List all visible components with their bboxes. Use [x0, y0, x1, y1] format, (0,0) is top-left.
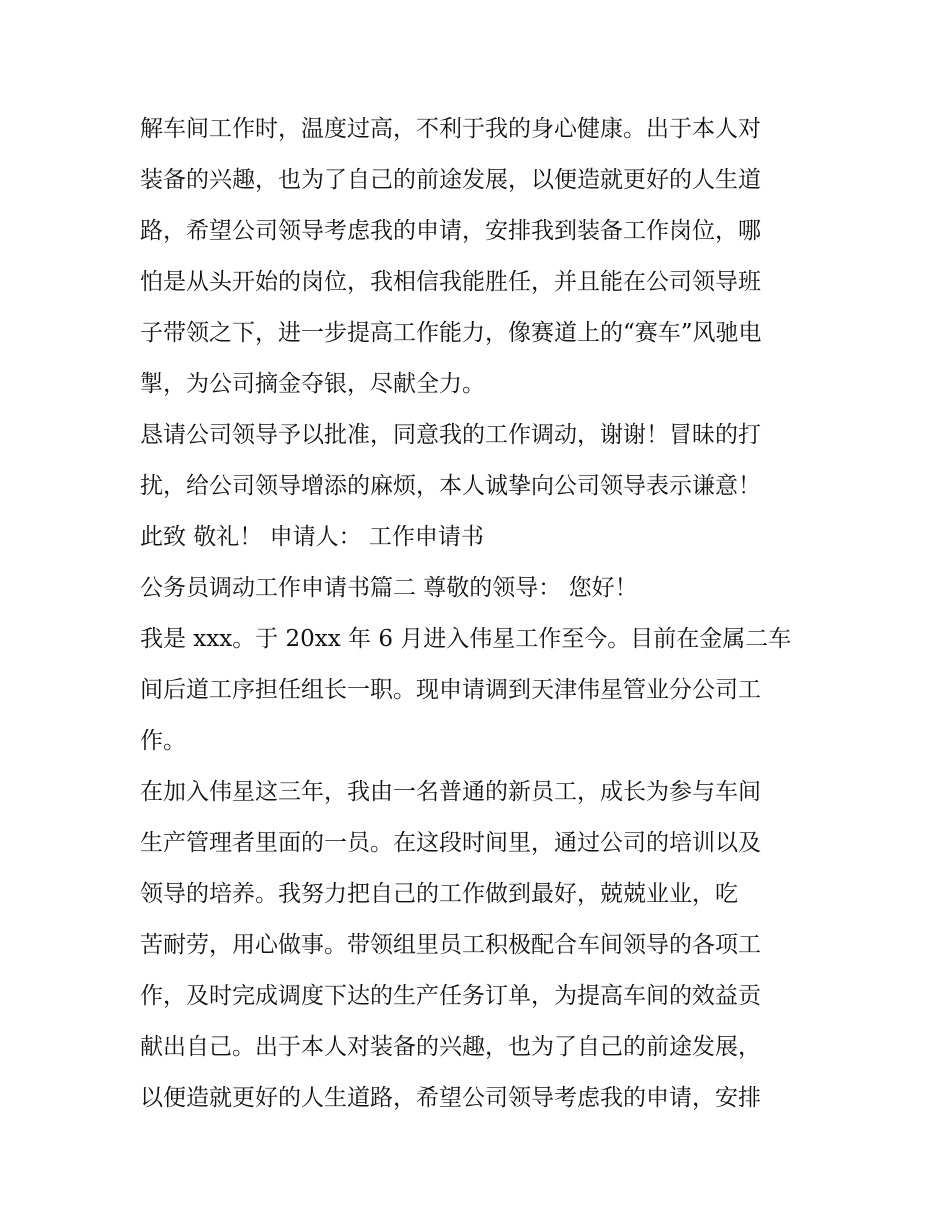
text-line: 路，希望公司领导考虑我的申请，安排我到装备工作岗位，哪	[140, 218, 761, 244]
text-line: 作。	[140, 728, 186, 754]
text-line: 领导的培养。我努力把自己的工作做到最好，兢兢业业，吃	[140, 881, 738, 907]
text-line: 子带领之下，进一步提高工作能力，像赛道上的“赛车”风驰电	[140, 320, 762, 346]
text-line: 掣，为公司摘金夺银，尽献全力。	[140, 371, 485, 397]
text-line: 间后道工序担任组长一职。现申请调到天津伟星管业分公司工	[140, 677, 761, 703]
text-line: 装备的兴趣，也为了自己的前途发展，以便造就更好的人生道	[140, 167, 761, 193]
text-line: 生产管理者里面的一员。在这段时间里，通过公司的培训以及	[140, 830, 761, 856]
text-line: 恳请公司领导予以批准，同意我的工作调动，谢谢！冒昧的打	[140, 422, 761, 448]
text-line: 解车间工作时，温度过高，不利于我的身心健康。出于本人对	[140, 116, 761, 142]
text-line: 在加入伟星这三年，我由一名普通的新员工，成长为参与车间	[140, 779, 761, 805]
text-line: 怕是从头开始的岗位，我相信我能胜任，并且能在公司领导班	[140, 269, 761, 295]
document-body	[140, 104, 820, 1124]
text-line: 扰，给公司领导增添的麻烦，本人诚挚向公司领导表示谦意！	[140, 473, 761, 499]
text-line: 以便造就更好的人生道路，希望公司领导考虑我的申请，安排	[140, 1085, 761, 1111]
text-line: 苦耐劳，用心做事。带领组里员工积极配合车间领导的各项工	[140, 932, 761, 958]
text-line: 此致 敬礼！ 申请人： 工作申请书	[140, 524, 484, 550]
text-line: 作，及时完成调度下达的生产任务订单，为提高车间的效益贡	[140, 983, 761, 1009]
text-line: 我是 xxx。于 20xx 年 6 月进入伟星工作至今。目前在金属二车	[140, 626, 792, 652]
text-line: 公务员调动工作申请书篇二 尊敬的领导： 您好！	[140, 575, 638, 601]
text-line: 献出自己。出于本人对装备的兴趣，也为了自己的前途发展，	[140, 1034, 761, 1060]
